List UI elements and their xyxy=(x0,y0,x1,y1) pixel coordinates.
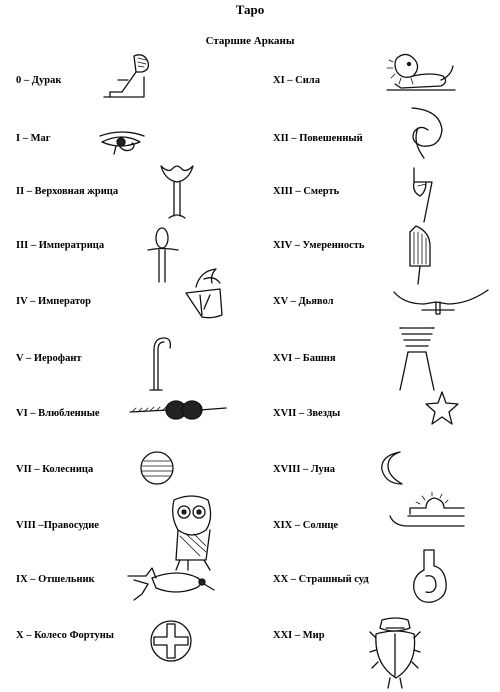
lotus-flower-icon xyxy=(157,162,197,222)
star-icon xyxy=(424,390,460,426)
card-label-21: XXI – Мир xyxy=(273,630,325,641)
card-label-7: VII – Колесница xyxy=(16,464,94,475)
cross-circle-icon xyxy=(148,618,194,664)
card-label-10: X – Колесо Фортуны xyxy=(16,630,114,641)
card-label-5: V – Иерофант xyxy=(16,353,82,364)
placenta-disk-icon xyxy=(138,449,176,487)
page-title: Таро xyxy=(235,2,265,17)
card-label-9: IX – Отшельник xyxy=(16,574,95,585)
hand-icon xyxy=(410,548,452,608)
card-label-1: I – Маг xyxy=(16,133,51,144)
djed-pillar-icon xyxy=(396,324,440,394)
coiled-rope-icon xyxy=(406,106,446,162)
axe-icon xyxy=(406,166,442,224)
seated-figure-icon xyxy=(98,50,158,105)
card-label-20: XX – Страшный суд xyxy=(273,574,369,585)
eye-of-horus-icon xyxy=(96,128,146,156)
card-label-17: XVII – Звезды xyxy=(273,408,341,419)
card-label-6: VI – Влюбленные xyxy=(16,408,100,419)
shepherd-crook-icon xyxy=(140,336,174,394)
ankh-icon xyxy=(146,226,180,284)
card-label-12: XII – Повешенный xyxy=(273,133,363,144)
crescent-moon-icon xyxy=(378,448,408,488)
card-label-3: III – Императрица xyxy=(16,240,105,251)
knife-icon xyxy=(404,224,440,288)
horns-icon xyxy=(392,282,492,316)
plow-icon xyxy=(182,265,232,323)
lion-icon xyxy=(383,50,459,92)
card-label-19: XIX – Солнце xyxy=(273,520,339,531)
card-label-18: XVIII – Луна xyxy=(273,464,336,475)
twisted-flax-icon xyxy=(128,396,230,426)
card-label-15: XV – Дьявол xyxy=(273,296,334,307)
page-subtitle: Старшие Арканы xyxy=(205,35,295,47)
card-label-13: XIII – Смерть xyxy=(273,186,340,197)
lying-figure-icon xyxy=(126,562,218,604)
card-label-11: XI – Сила xyxy=(273,75,320,86)
sunrise-icon xyxy=(388,488,468,534)
card-label-2: II – Верховная жрица xyxy=(16,186,119,197)
card-label-4: IV – Император xyxy=(16,296,91,307)
scarab-icon xyxy=(368,616,422,690)
card-label-14: XIV – Умеренность xyxy=(273,240,365,251)
card-label-16: XVI – Башня xyxy=(273,353,336,364)
card-label-8: VIII –Правосудие xyxy=(16,520,99,531)
card-label-0: 0 – Дурак xyxy=(16,75,62,86)
